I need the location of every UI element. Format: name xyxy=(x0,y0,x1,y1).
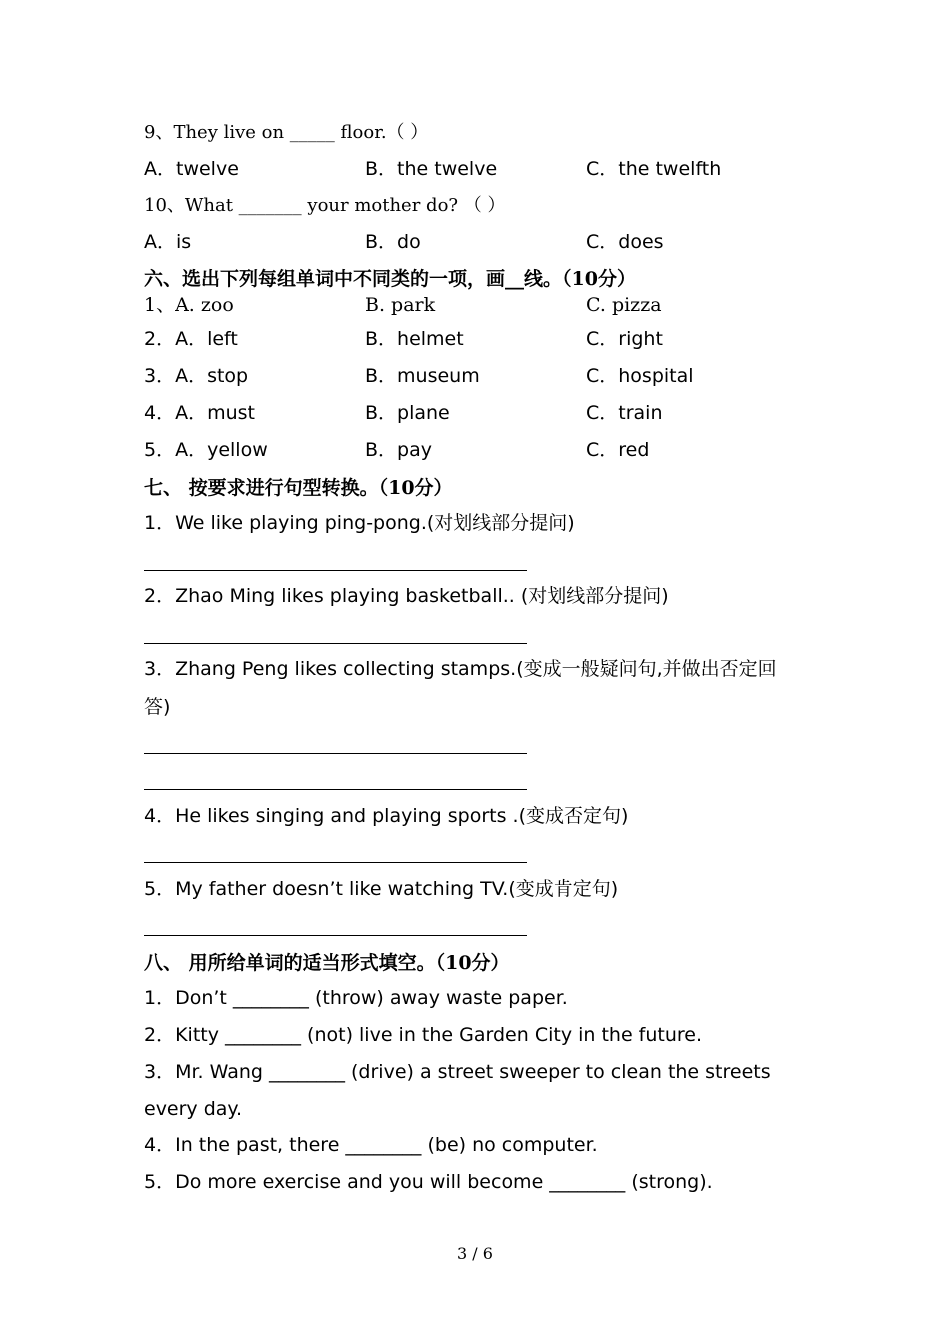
question-9-option-a: A．twelve xyxy=(144,158,239,180)
section-7-item-2: 2．Zhao Ming likes playing basketball.. (对划线部分提问) xyxy=(144,585,669,607)
section-6-row-4-b: B．plane xyxy=(365,402,450,424)
section-7-item-1: 1．We like playing ping-pong.(对划线部分提问) xyxy=(144,512,575,534)
section-8-item-5: 5．Do more exercise and you will become ________ (strong). xyxy=(144,1171,713,1193)
section-6-row-3-b: B．museum xyxy=(365,365,480,387)
answer-line-2[interactable] xyxy=(144,643,527,644)
section-6-row-5-b: B．pay xyxy=(365,439,432,461)
section-6-row-2-c: C．right xyxy=(586,328,663,350)
section-6-heading: 六、选出下列每组单词中不同类的一项，画__线。（10分） xyxy=(144,268,636,290)
section-7-item-3: 3．Zhang Peng likes collecting stamps.(变成一般疑问句,并做出否定回 xyxy=(144,658,777,680)
section-8-heading: 八、 用所给单词的适当形式填空。（10分） xyxy=(144,952,510,974)
section-8-item-3-cont: every day. xyxy=(144,1098,242,1120)
answer-line-1[interactable] xyxy=(144,570,527,571)
answer-line-4[interactable] xyxy=(144,862,527,863)
answer-line-3b[interactable] xyxy=(144,789,527,790)
section-6-row-4-a: 4．A．must xyxy=(144,402,255,424)
section-7-heading: 七、 按要求进行句型转换。（10分） xyxy=(144,477,453,499)
section-8-item-3: 3．Mr. Wang ________ (drive) a street sweeper to clean the streets xyxy=(144,1061,771,1083)
question-10-stem: 10、What _______ your mother do? （ ） xyxy=(144,195,506,216)
question-9-stem: 9、They live on _____ floor.（ ） xyxy=(144,122,429,143)
question-10-option-a: A．is xyxy=(144,231,192,253)
section-6-row-2-b: B．helmet xyxy=(365,328,464,350)
section-6-row-1-c: C. pizza xyxy=(586,294,662,316)
answer-line-5[interactable] xyxy=(144,935,527,936)
section-7-item-5: 5．My father doesn’t like watching TV.(变成肯定句) xyxy=(144,878,619,900)
question-9-option-b: B．the twelve xyxy=(365,158,498,180)
section-6-row-2-a: 2．A．left xyxy=(144,328,238,350)
question-9-option-c: C．the twelfth xyxy=(586,158,722,180)
section-8-item-4: 4．In the past, there ________ (be) no computer. xyxy=(144,1134,598,1156)
section-8-item-2: 2．Kitty ________ (not) live in the Garden City in the future. xyxy=(144,1024,703,1046)
question-10-option-c: C．does xyxy=(586,231,664,253)
section-8-item-1: 1．Don’t ________ (throw) away waste paper. xyxy=(144,987,568,1009)
page-number: 3 / 6 xyxy=(457,1244,493,1263)
section-7-item-4: 4．He likes singing and playing sports .(变成否定句) xyxy=(144,805,629,827)
answer-line-3a[interactable] xyxy=(144,753,527,754)
section-6-row-1-a: 1、A. zoo xyxy=(144,294,234,316)
section-6-row-4-c: C．train xyxy=(586,402,663,424)
section-6-row-5-a: 5．A．yellow xyxy=(144,439,268,461)
section-6-row-5-c: C．red xyxy=(586,439,650,461)
question-10-option-b: B．do xyxy=(365,231,421,253)
section-6-row-3-a: 3．A．stop xyxy=(144,365,249,387)
section-6-row-1-b: B. park xyxy=(365,294,436,316)
section-7-item-3-cont: 答) xyxy=(144,696,171,718)
section-6-row-3-c: C．hospital xyxy=(586,365,694,387)
